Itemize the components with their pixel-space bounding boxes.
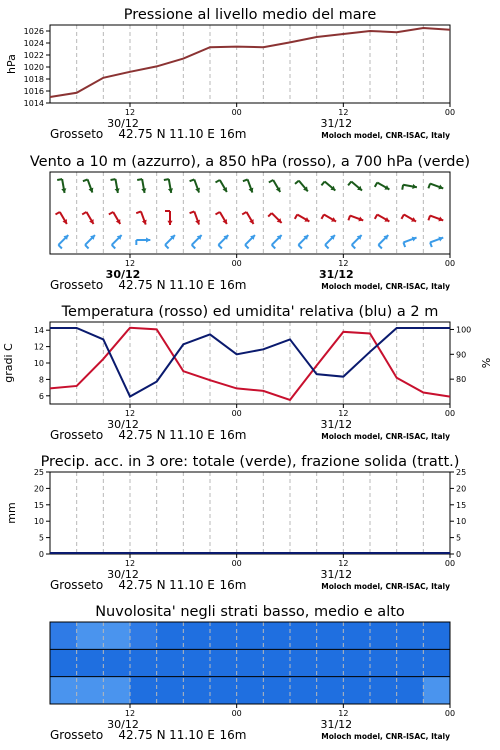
location-lon: 11.10 E: [169, 578, 215, 592]
wind-barb: [164, 179, 173, 193]
x-tick-label: 00: [231, 108, 242, 117]
y-tick-label: 1016: [23, 87, 44, 96]
wind-barb: [401, 215, 416, 222]
wind-barb: [109, 212, 120, 224]
wind-barb: [428, 216, 443, 222]
wind-barb: [136, 237, 150, 245]
day-label: 30/12: [107, 568, 139, 581]
cloud-cell: [343, 649, 370, 676]
wind-barb: [111, 179, 120, 193]
cloud-cell: [77, 649, 104, 676]
location-alt: 16m: [219, 127, 247, 141]
x-tick-label: 00: [444, 709, 456, 718]
x-tick-label: 00: [231, 409, 242, 418]
location-name: Grosseto: [50, 428, 104, 442]
location-lon: 11.10 E: [169, 428, 215, 442]
cloud-cell: [130, 649, 157, 676]
cloud-cell: [130, 622, 157, 649]
y-axis-label: gradi C: [2, 343, 15, 383]
x-tick-label: 12: [124, 709, 136, 718]
wind-barb: [83, 179, 93, 192]
wind-barb: [165, 211, 173, 225]
plot-frame: [50, 472, 450, 554]
cloud-cell: [290, 649, 317, 676]
location-alt: 16m: [219, 428, 247, 442]
cloud-cell: [423, 649, 450, 676]
chart-title: Vento a 10 m (azzurro), a 850 hPa (rosso), a 700 hPa (verde): [29, 154, 471, 170]
y2-tick-label: 15: [456, 500, 467, 510]
cloud-cell: [263, 649, 290, 676]
cloud-cell: [397, 677, 424, 704]
cloud-cell: [50, 649, 77, 676]
location-lat: 42.75 N: [118, 127, 166, 141]
cloud-cell: [370, 677, 397, 704]
wind-barb: [430, 237, 443, 247]
cloud-cell: [370, 649, 397, 676]
chart-title: Nuvolosita' negli strati basso, medio e alto: [95, 604, 405, 620]
day-label: 30/12: [107, 418, 139, 431]
wind-barb: [321, 215, 336, 222]
cloud-cell: [370, 622, 397, 649]
y-axis-label: hPa: [5, 54, 18, 74]
cloud-cell: [237, 677, 264, 704]
wind-barb: [272, 235, 282, 248]
wind-barb: [190, 179, 200, 192]
cloud-cell: [317, 649, 344, 676]
wind-barb: [82, 212, 93, 224]
wind-barb: [243, 179, 253, 192]
y2-tick-label: 100: [456, 325, 472, 335]
day-label: 31/12: [320, 568, 353, 581]
x-tick-label: 00: [444, 409, 456, 418]
x-tick-label: 12: [338, 259, 349, 268]
day-label: 31/12: [320, 718, 353, 731]
y-tick-label: 20: [33, 484, 44, 494]
cloud-cell: [290, 622, 317, 649]
wind-barb: [269, 180, 280, 192]
x-tick-label: 00: [231, 559, 242, 568]
pressure-line: [50, 28, 450, 97]
wind-barb: [190, 211, 200, 224]
cloud-cell: [210, 622, 237, 649]
y2-axis-label: %: [480, 357, 493, 369]
y-tick-label: 0: [38, 550, 44, 559]
location-lon: 11.10 E: [169, 278, 215, 292]
chart-title: Temperatura (rosso) ed umidita' relativa (blu) a 2 m: [61, 304, 439, 320]
wind-barb: [352, 235, 362, 248]
cloud-cell: [157, 649, 184, 676]
cloud-cell: [397, 622, 424, 649]
cloud-cell: [77, 677, 104, 704]
location-lon: 11.10 E: [169, 127, 215, 141]
cloud-cell: [263, 622, 290, 649]
plot-frame: [50, 25, 450, 103]
cloud-cell: [317, 622, 344, 649]
wind-barb: [136, 211, 146, 224]
source-label: Moloch model, CNR-ISAC, Italy: [321, 582, 450, 591]
humidity-line: [50, 328, 450, 397]
x-tick-label: 12: [338, 409, 349, 418]
location-lon: 11.10 E: [169, 728, 215, 742]
wind-barb: [321, 182, 335, 191]
location-lat: 42.75 N: [118, 428, 166, 442]
y-tick-label: 1024: [23, 39, 44, 48]
wind-barb: [137, 179, 146, 193]
day-label: 31/12: [320, 117, 353, 130]
wind-barb: [402, 184, 417, 190]
y-tick-label: 8: [38, 375, 44, 385]
cloud-cell: [130, 677, 157, 704]
cloud-cell: [423, 622, 450, 649]
y-tick-label: 1022: [23, 51, 44, 60]
x-tick-label: 00: [444, 559, 456, 568]
location-name: Grosseto: [50, 127, 104, 141]
wind-barb: [268, 213, 281, 223]
y2-tick-label: 20: [456, 484, 467, 494]
wind-series: [58, 235, 443, 248]
y-tick-label: 10: [33, 359, 44, 368]
cloud-cell: [343, 677, 370, 704]
y-tick-label: 25: [33, 468, 44, 477]
source-label: Moloch model, CNR-ISAC, Italy: [321, 732, 450, 741]
source-label: Moloch model, CNR-ISAC, Italy: [321, 131, 450, 140]
wind-barb: [218, 235, 228, 248]
x-tick-label: 12: [124, 108, 136, 117]
y2-tick-label: 0: [456, 550, 462, 559]
y2-tick-label: 10: [456, 517, 467, 527]
source-label: Moloch model, CNR-ISAC, Italy: [321, 432, 450, 441]
chart-title: Pressione al livello medio del mare: [123, 7, 377, 23]
day-label: 30/12: [105, 268, 141, 281]
wind-barb: [348, 182, 362, 191]
y-axis-label: mm: [5, 502, 18, 524]
wind-barb: [57, 179, 66, 193]
y-tick-label: 12: [33, 342, 44, 352]
x-tick-label: 00: [231, 259, 242, 268]
x-tick-label: 00: [444, 108, 456, 117]
wind-barb: [192, 235, 202, 248]
x-tick-label: 12: [338, 709, 349, 718]
y-tick-label: 1014: [23, 99, 44, 108]
cloud-cell: [157, 677, 184, 704]
y2-tick-label: 5: [456, 533, 462, 543]
day-label: 30/12: [107, 117, 139, 130]
y2-tick-label: 80: [456, 375, 467, 385]
cloud-cell: [237, 622, 264, 649]
y-tick-label: 1018: [23, 75, 44, 84]
location-lat: 42.75 N: [118, 278, 166, 292]
wind-barb: [378, 235, 388, 248]
x-tick-label: 12: [124, 559, 136, 568]
wind-barb: [295, 215, 310, 222]
wind-series: [57, 179, 443, 193]
day-label: 31/12: [320, 418, 353, 431]
cloud-cell: [50, 622, 77, 649]
cloud-cell: [263, 677, 290, 704]
temperature-line: [50, 328, 450, 400]
wind-barb: [216, 180, 227, 192]
wind-series: [56, 211, 444, 225]
wind-barb: [298, 235, 308, 248]
x-tick-label: 00: [231, 709, 242, 718]
wind-barb: [216, 212, 227, 224]
wind-barb: [85, 235, 95, 248]
wind-barb: [245, 235, 255, 248]
x-tick-label: 12: [338, 559, 349, 568]
wind-barb: [165, 235, 175, 248]
cloud-cell: [77, 622, 104, 649]
day-label: 31/12: [319, 268, 354, 281]
cloud-cell: [210, 649, 237, 676]
chart-title: Precip. acc. in 3 ore: totale (verde), frazione solida (tratt.): [40, 454, 460, 470]
cloud-cell: [290, 677, 317, 704]
wind-barb: [56, 212, 67, 224]
y-tick-label: 15: [33, 500, 44, 510]
wind-barb: [295, 181, 308, 192]
wind-barb: [375, 215, 390, 222]
cloud-row-medio: [50, 649, 451, 676]
wind-barb: [242, 212, 253, 224]
cloud-cell: [317, 677, 344, 704]
x-tick-label: 12: [124, 409, 136, 418]
wind-barb: [375, 183, 390, 190]
location-name: Grosseto: [50, 278, 104, 292]
location-lat: 42.75 N: [118, 728, 166, 742]
cloud-cell: [397, 649, 424, 676]
cloud-cell: [157, 622, 184, 649]
location-alt: 16m: [219, 278, 247, 292]
cloud-cell: [103, 649, 130, 676]
y-tick-label: 6: [38, 391, 44, 401]
source-label: Moloch model, CNR-ISAC, Italy: [321, 282, 450, 291]
x-tick-label: 12: [124, 259, 136, 268]
wind-barb: [403, 237, 416, 247]
cloud-cell: [103, 677, 130, 704]
location-alt: 16m: [219, 578, 247, 592]
cloud-cell: [423, 677, 450, 704]
day-label: 30/12: [107, 718, 139, 731]
y-tick-label: 1020: [23, 63, 44, 72]
cloud-cell: [183, 622, 210, 649]
cloud-cell: [103, 622, 130, 649]
x-tick-label: 12: [338, 108, 349, 117]
location-name: Grosseto: [50, 728, 104, 742]
cloud-row-alto: [50, 622, 451, 649]
y-tick-label: 10: [33, 517, 44, 527]
cloud-cell: [210, 677, 237, 704]
wind-barb: [428, 184, 443, 190]
cloud-cell: [237, 649, 264, 676]
y-tick-label: 5: [38, 533, 44, 543]
cloud-row-basso: [50, 677, 451, 704]
y2-tick-label: 25: [456, 468, 467, 477]
cloud-cell: [183, 677, 210, 704]
x-tick-label: 00: [444, 259, 456, 268]
cloud-cell: [50, 677, 77, 704]
location-alt: 16m: [219, 728, 247, 742]
wind-barb: [112, 235, 122, 248]
y-tick-label: 14: [33, 326, 44, 336]
cloud-cell: [343, 622, 370, 649]
cloud-cell: [183, 649, 210, 676]
wind-barb: [325, 235, 335, 248]
location-name: Grosseto: [50, 578, 104, 592]
y2-tick-label: 90: [456, 350, 467, 360]
wind-barb: [58, 235, 68, 248]
wind-barb: [348, 216, 363, 222]
y-tick-label: 1026: [23, 27, 44, 36]
location-lat: 42.75 N: [118, 578, 166, 592]
